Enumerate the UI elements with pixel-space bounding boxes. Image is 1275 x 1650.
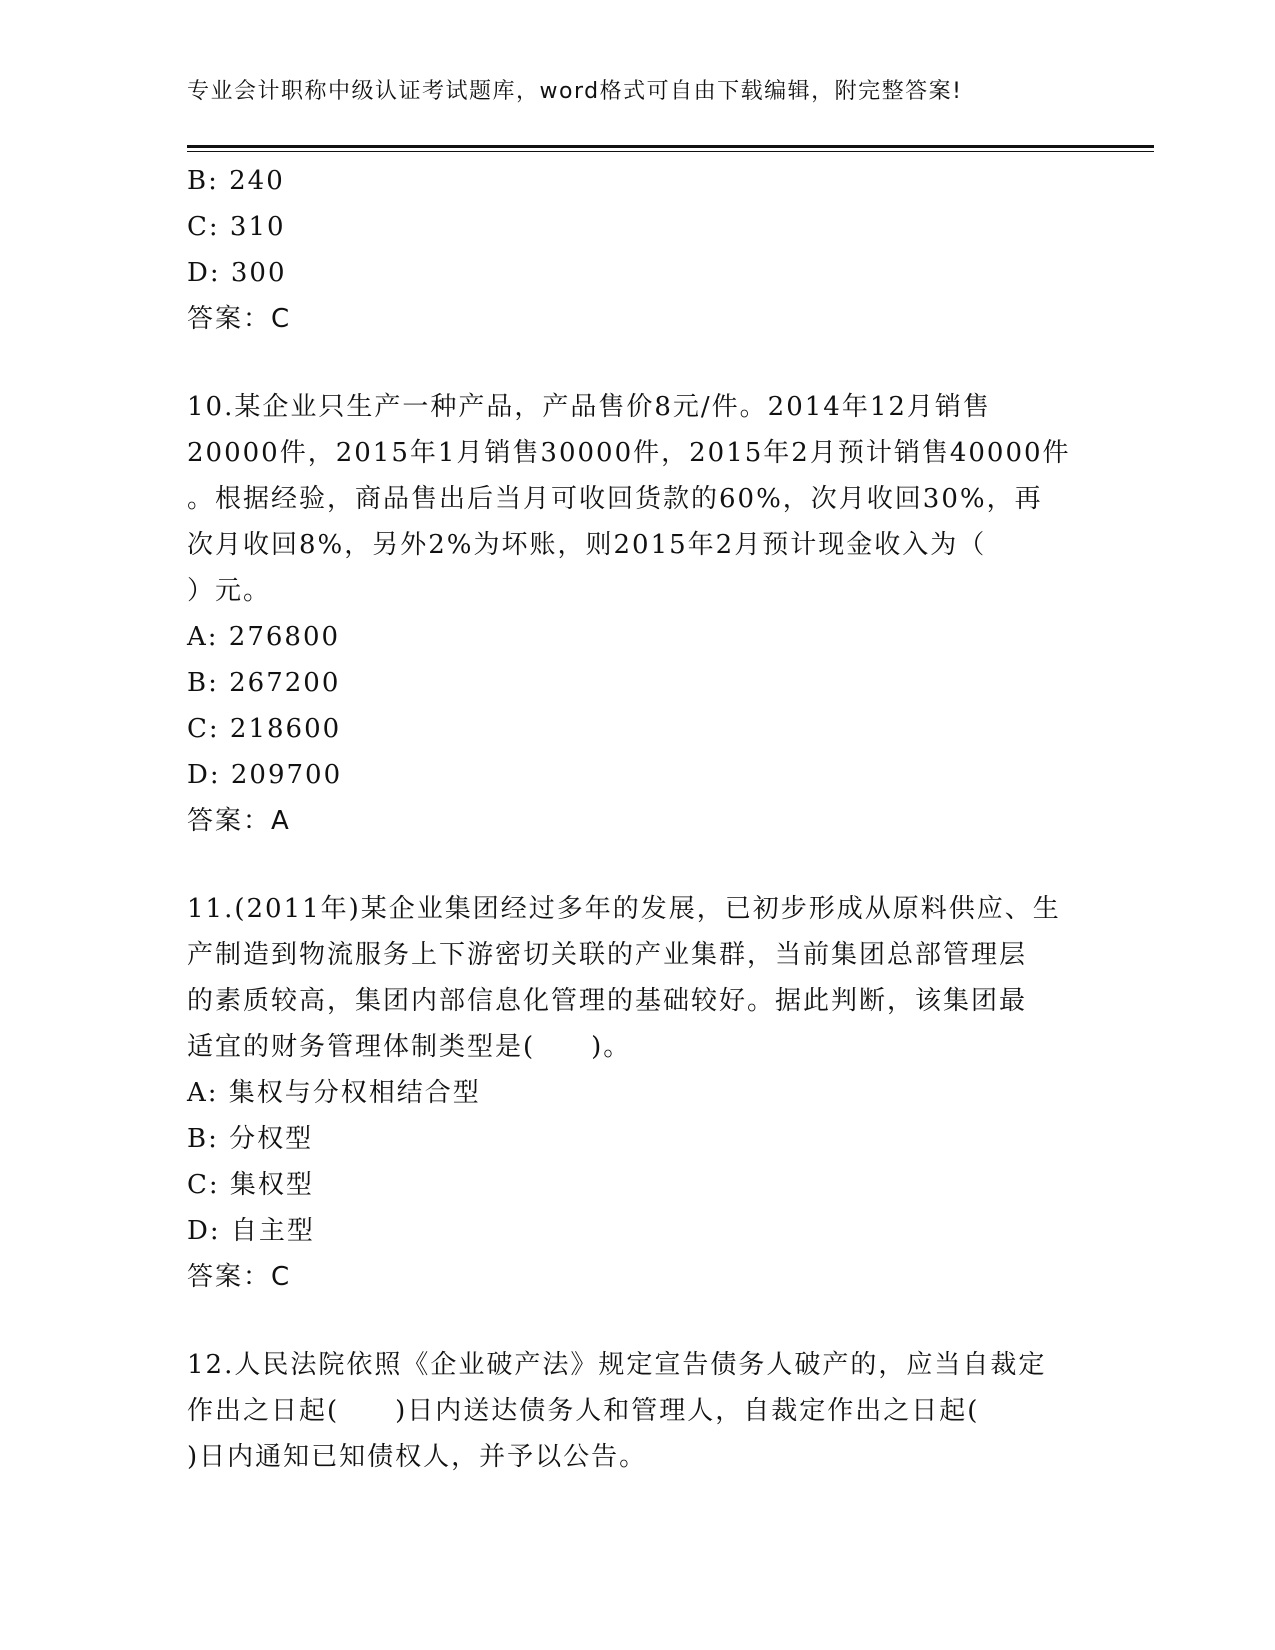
question-12: [187, 1342, 1087, 1480]
option-d: D: 自主型: [187, 1216, 315, 1246]
answer-line: 答案：C: [187, 304, 292, 334]
question-11: [187, 886, 1087, 1300]
question-stem-line: 次月收回8%，另外2%为坏账，则2015年2月预计现金收入为（: [187, 530, 987, 560]
page-header: 专业会计职称中级认证考试题库，word格式可自由下载编辑，附完整答案!: [187, 79, 963, 104]
option-b: B: 240: [187, 166, 285, 196]
option-d: D: 300: [187, 258, 287, 288]
answer-line: 答案：C: [187, 1262, 292, 1292]
option-d: D: 209700: [187, 760, 343, 790]
question-stem-line: 适宜的财务管理体制类型是( )。: [187, 1032, 632, 1062]
question-stem-line: 20000件，2015年1月销售30000件，2015年2月预计销售40000件: [187, 438, 1071, 468]
question-stem-line: 的素质较高，集团内部信息化管理的基础较好。据此判断，该集团最: [187, 986, 1028, 1016]
document-body: [187, 158, 1087, 1480]
header-rule-thick: [187, 145, 1154, 148]
question-stem-line: 10.某企业只生产一种产品，产品售价8元/件。2014年12月销售: [187, 392, 991, 422]
question-10: [187, 384, 1087, 844]
option-b: B: 分权型: [187, 1124, 314, 1154]
question-stem-line: )日内通知已知债权人，并予以公告。: [187, 1442, 648, 1472]
question-stem-line: 。根据经验，商品售出后当月可收回货款的60%，次月收回30%，再: [187, 484, 1043, 514]
question-stem-line: 作出之日起( )日内送达债务人和管理人，自裁定作出之日起(: [187, 1396, 980, 1426]
header-rule-thin: [187, 151, 1154, 152]
option-b: B: 267200: [187, 668, 341, 698]
question-stem-line: ）元。: [187, 576, 272, 606]
question-stem-line: 12.人民法院依照《企业破产法》规定宣告债务人破产的，应当自裁定: [187, 1350, 1047, 1380]
answer-line: 答案：A: [187, 806, 291, 836]
option-a: A: 276800: [187, 622, 341, 652]
prev-question: [187, 158, 1087, 342]
question-stem-line: 产制造到物流服务上下游密切关联的产业集群，当前集团总部管理层: [187, 940, 1028, 970]
question-stem-line: 11.(2011年)某企业集团经过多年的发展，已初步形成从原料供应、生: [187, 894, 1061, 924]
option-c: C: 310: [187, 212, 286, 242]
option-c: C: 218600: [187, 714, 342, 744]
option-c: C: 集权型: [187, 1170, 314, 1200]
option-a: A: 集权与分权相结合型: [187, 1078, 481, 1108]
